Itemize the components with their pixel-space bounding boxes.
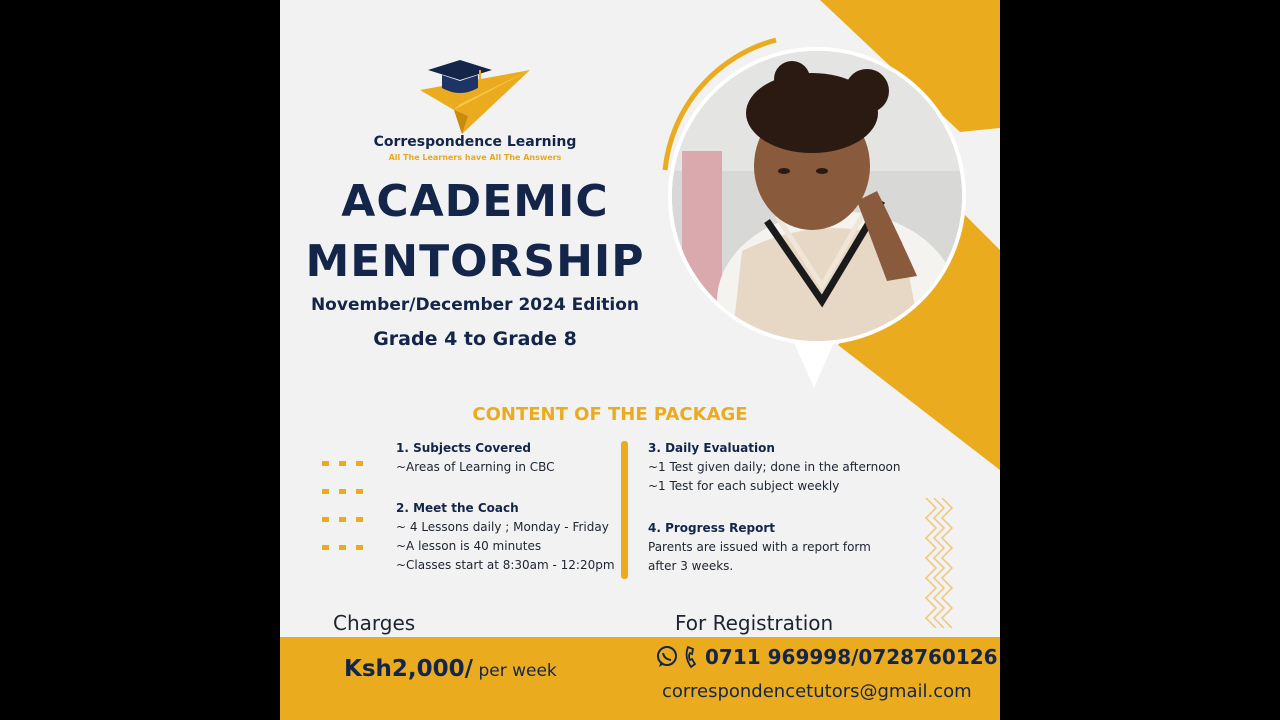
item-line: ~ 4 Lessons daily ; Monday - Friday xyxy=(396,520,609,534)
title-line-1: ACADEMIC xyxy=(341,176,609,227)
item-line: ~1 Test given daily; done in the afternoon xyxy=(648,460,901,474)
phone-icon xyxy=(683,645,701,669)
item-heading: 1. Subjects Covered xyxy=(396,441,531,455)
package-item-coach xyxy=(396,501,615,577)
package-title: CONTENT OF THE PACKAGE xyxy=(472,404,748,425)
dot-decoration xyxy=(320,458,370,558)
item-heading: 4. Progress Report xyxy=(648,521,776,535)
item-heading: 3. Daily Evaluation xyxy=(648,441,775,455)
item-line: ~Classes start at 8:30am - 12:20pm xyxy=(396,558,615,572)
item-line: ~Areas of Learning in CBC xyxy=(396,460,555,474)
price xyxy=(344,656,557,682)
flyer xyxy=(280,0,1000,720)
brand-logo xyxy=(420,58,530,138)
registration-label: For Registration xyxy=(675,611,834,635)
grade-range: Grade 4 to Grade 8 xyxy=(373,328,577,350)
photo-pointer xyxy=(792,338,836,388)
price-unit: per week xyxy=(473,661,557,681)
package-item-evaluation xyxy=(648,441,901,498)
item-line: ~A lesson is 40 minutes xyxy=(396,539,542,553)
brand-tagline: All The Learners have All The Answers xyxy=(388,153,562,162)
item-line: ~1 Test for each subject weekly xyxy=(648,479,840,493)
phone-contact xyxy=(655,645,998,669)
item-heading: 2. Meet the Coach xyxy=(396,501,519,515)
package-item-subjects xyxy=(396,441,555,479)
email-address: correspondencetutors@gmail.com xyxy=(662,681,972,702)
student-photo xyxy=(668,47,966,345)
price-amount: Ksh2,000/ xyxy=(344,656,474,682)
brand-name: Correspondence Learning xyxy=(373,134,577,150)
column-divider xyxy=(621,441,628,579)
zigzag-decoration xyxy=(920,498,960,628)
title-line-2: MENTORSHIP xyxy=(305,236,645,287)
charges-label: Charges xyxy=(333,611,416,635)
item-line: Parents are issued with a report form xyxy=(648,540,871,554)
edition-text: November/December 2024 Edition xyxy=(310,295,640,315)
item-line: after 3 weeks. xyxy=(648,559,734,573)
package-item-report xyxy=(648,521,871,578)
whatsapp-icon xyxy=(655,645,679,669)
phone-numbers: 0711 969998/0728760126 xyxy=(705,645,998,669)
